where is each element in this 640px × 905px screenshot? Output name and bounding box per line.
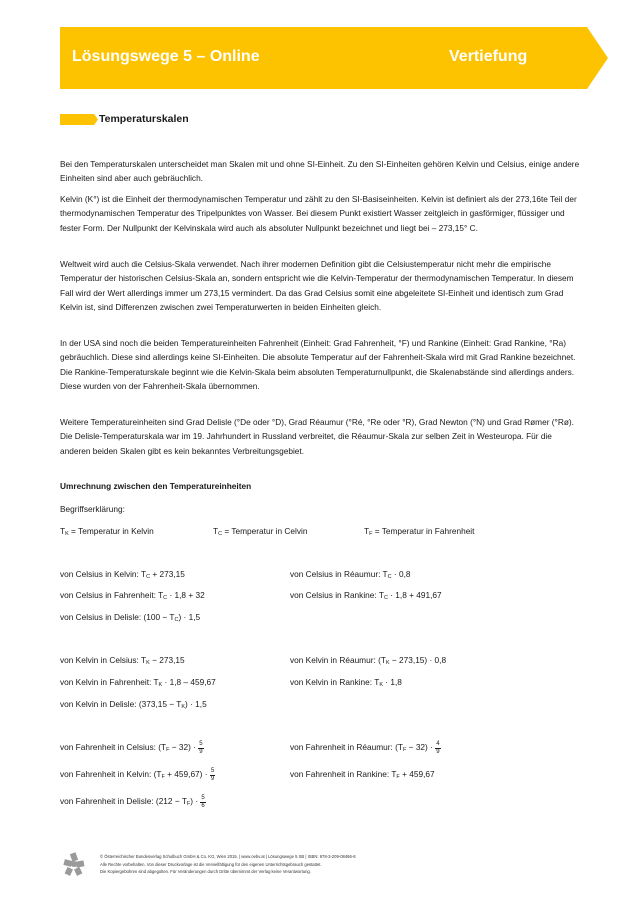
fraction: $\frac{5}{9}$ — [210, 768, 215, 782]
conversion-heading: Umrechnung zwischen den Temperatureinheiten — [60, 481, 252, 491]
fraction: $\frac{5}{9}$ — [199, 741, 203, 755]
formula-fahrenheit-reaumur: von Fahrenheit in Réaumur: $(T_F - 32)$ · $\frac{4}{9}$ — [290, 741, 440, 755]
glossary-fahrenheit: $T_F$ = Temperatur in Fahrenheit — [364, 526, 475, 537]
paragraph-usa-units: In der USA sind noch die beiden Temperatureinheiten Fahrenheit (Einheit: Grad Fahrenheit, °F) und Rankine (Einheit: Grad Rankine, °Ra) gebräuchlich. Diese sind allerdings keine SI-Einheiten. Die absolute Temperatur auf der Fahrenheit-Skala wird mit Grad Rankine bezeichnet. Die Rankine-Temperaturskale beginnt wie die Kelvin-Skala beim absoluten Temperaturnullpunkt, die Skalenabstände sind allerdings anders. Diese wurden von der Fahrenheit-Skala übernommen. — [60, 338, 576, 391]
glossary-celsius: $T_C$ = Temperatur in Celvin — [213, 526, 308, 537]
formula-celsius-rankine: von Celsius in Rankine: $T_C \cdot 1,8 + 491,67$ — [290, 590, 442, 601]
section-marker-icon — [60, 114, 98, 125]
fraction: $\frac{5}{6}$ — [201, 795, 205, 809]
formula-fahrenheit-delisle: von Fahrenheit in Delisle: $(212 - T_F)$ · $\frac{5}{6}$ — [60, 795, 205, 809]
paragraph-intro: Bei den Temperaturskalen unterscheidet man Skalen mit und ohne SI-Einheit. Zu den SI-Einheiten gehören Kelvin und Celsius, einige andere Einheiten sind aber auch gebräuchlich. — [60, 159, 580, 184]
book-title: Lösungswege 5 – Online — [72, 48, 260, 65]
formula-celsius-delisle: von Celsius in Delisle: $(100 - T_C) \cdot 1,5$ — [60, 612, 201, 623]
footer-legal — [100, 853, 580, 876]
formula-kelvin-fahrenheit: von Kelvin in Fahrenheit: $T_K \cdot 1,8 - 459,67$ — [60, 677, 216, 688]
formula-kelvin-delisle: von Kelvin in Delisle: $(373,15 - T_K) \cdot 1,5$ — [60, 699, 207, 710]
glossary-kelvin: $T_K$ = Temperatur in Kelvin — [60, 526, 154, 537]
fraction: $\frac{4}{9}$ — [436, 741, 440, 755]
section-title: Temperaturskalen — [99, 113, 189, 125]
formula-kelvin-rankine: von Kelvin in Rankine: $T_K \cdot 1,8$ — [290, 677, 402, 688]
paragraph-other-units: Weitere Temperatureinheiten sind Grad Delisle (°De oder °D), Grad Réaumur (°Ré, °Re oder °R), Grad Newton (°N) und Grad Rømer (°Rø). Die Delisle-Temperaturskala war im 19. Jahrhundert in Russland verbreitet, die Réaumur-Skala zur selben Zeit in Westeuropa. Für die anderen beiden Skalen gibt es kein bekanntes Verbreitungsgebiet. — [60, 417, 574, 456]
footer-disclaimer: Die Kopiergebühren sind abgegolten. Für Veränderungen durch Dritte übernimmt der Verlag keine Verantwortung. — [100, 869, 311, 875]
footer-copyright: © Österreichischer Bundesverlag Schulbuch GmbH & Co. KG, Wien 2015. | www.oebv.at | Lösungswege 5 SB | ISBN: 978-3-209-08466-8 — [100, 854, 356, 859]
glossary-label: Begriffserklärung: — [60, 504, 125, 514]
formula-kelvin-reaumur: von Kelvin in Réaumur: $(T_K - 273,15) \cdot 0,8$ — [290, 655, 447, 666]
formula-celsius-fahrenheit: von Celsius in Fahrenheit: $T_C \cdot 1,8 + 32$ — [60, 590, 205, 601]
section-label: Vertiefung — [449, 48, 528, 65]
formula-fahrenheit-kelvin: von Fahrenheit in Kelvin: $(T_F + 459,67)$ · $\frac{5}{9}$ — [60, 768, 215, 782]
publisher-logo-icon — [62, 852, 86, 876]
header-banner — [60, 27, 608, 89]
formula-fahrenheit-rankine: von Fahrenheit in Rankine: $T_F + 459,67$ — [290, 769, 435, 780]
paragraph-celsius: Weltweit wird auch die Celsius-Skala verwendet. Nach ihrer modernen Definition gibt die Celsiustemperatur nicht mehr die empirische Temperatur der historischen Celsius-Skala an, sondern entspricht wie die Kelvin-Temperatur der thermodynamischen Temperatur. In diesem Fall wird der Wert allerdings immer um 273,15 vermindert. Da das Grad Celsius somit eine abgeleitete SI-Einheit und identisch zum Grad Kelvin ist, sind Differenzen zwischen zwei Temperaturwerten in beiden Einheiten gleich. — [60, 259, 574, 312]
formula-kelvin-celsius: von Kelvin in Celsius: $T_K - 273,15$ — [60, 655, 185, 666]
footer-rights: Alle Rechte vorbehalten. Von dieser Druckvorlage ist die Vervielfältigung für den eigenen Unterrichtsgebrauch gestattet. — [100, 861, 322, 867]
paragraph-kelvin: Kelvin (K°) ist die Einheit der thermodynamischen Temperatur und zählt zu den SI-Basiseinheiten. Kelvin ist definiert als der 273,16te Teil der thermodynamischen Temperatur des Tripelpunktes von Wasser. Bei diesem Punkt existiert Wasser zeitgleich in gasförmiger, flüssiger und fester Form. Der Nullpunkt der Kelvinskala wird auch als absoluter Nullpunkt bezeichnet und liegt bei – 273,15° C. — [60, 194, 577, 233]
formula-fahrenheit-celsius: von Fahrenheit in Celsius: $(T_F - 32)$ · $\frac{5}{9}$ — [60, 741, 203, 755]
formula-celsius-reaumur: von Celsius in Réaumur: $T_C \cdot 0,8$ — [290, 569, 411, 580]
formula-celsius-kelvin: von Celsius in Kelvin: $T_C + 273,15$ — [60, 569, 185, 580]
